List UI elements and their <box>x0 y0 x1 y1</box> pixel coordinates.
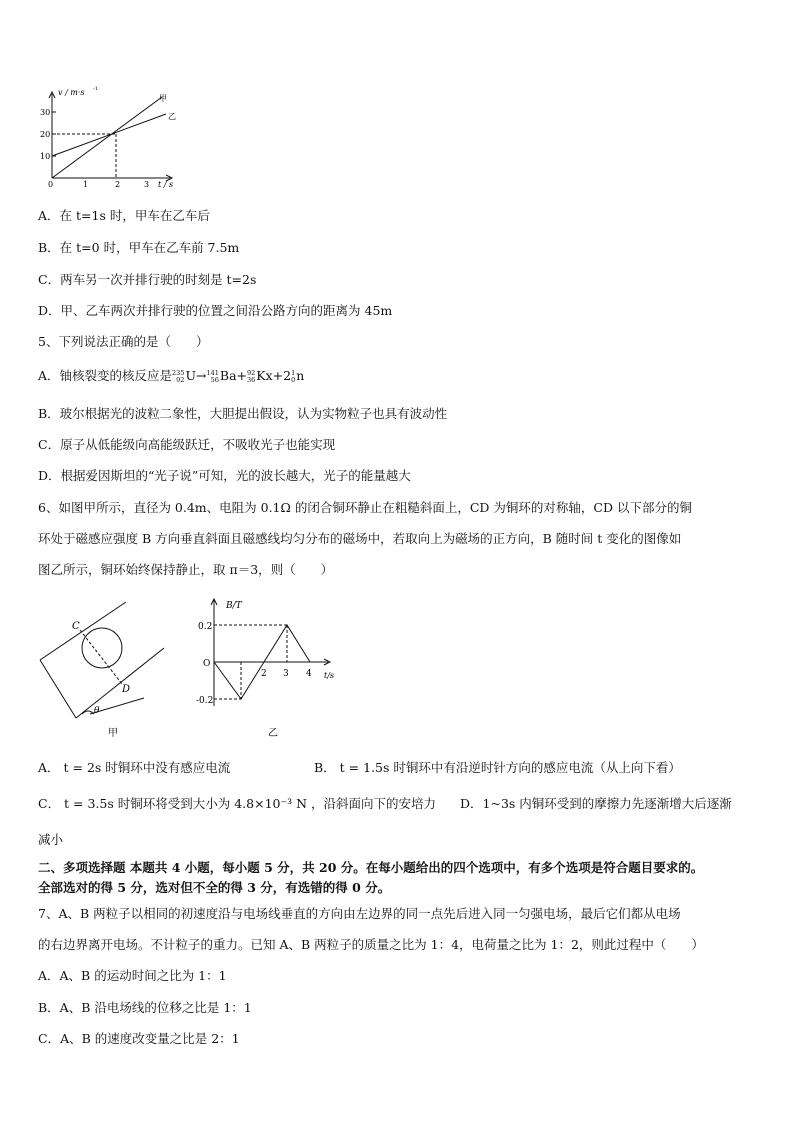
y-axis-exp: -1 <box>93 86 98 92</box>
origin-o: O <box>203 659 211 669</box>
y-tick-30: 30 <box>40 108 51 117</box>
q6-stem-line2: 环处于磁感应强度 B 方向垂直斜面且磁感线均匀分布的磁场中，若取向上为磁场的正方向，B 随时间 t 变化的图像如 <box>38 531 682 546</box>
q6-stem-line3: 图乙所示，铜环始终保持静止，取 π＝3，则（ ） <box>38 562 334 577</box>
cd-axis <box>80 630 122 684</box>
q7-option-b: B．A、B 沿电场线的位移之比是 1：1 <box>38 1000 252 1015</box>
q6-option-b: B． t = 1.5s 时铜环中有沿逆时针方向的感应电流（从上向下看） <box>314 760 681 775</box>
label-d: D <box>122 684 131 695</box>
q6-option-a: A． t = 2s 时铜环中没有感应电流 <box>38 760 231 775</box>
q6-stem-line1: 6、如图甲所示，直径为 0.4m、电阻为 0.1Ω 的闭合铜环静止在粗糙斜面上，CD 为铜环的对称轴，CD 以下部分的铜 <box>38 500 692 515</box>
caption-yi: 乙 <box>268 728 278 739</box>
q5-option-d: D．根据爱因斯坦的“光子说”可知，光的波长越大，光子的能量越大 <box>38 468 411 483</box>
q6-figure-yi <box>196 596 346 746</box>
q6-option-c: C． t = 3.5s 时铜环将受到大小为 4.8×10⁻³ N ，沿斜面向下的安培力 <box>38 796 436 811</box>
x-tick-3: 3 <box>144 180 150 189</box>
series-yi-label: 乙 <box>168 112 176 121</box>
series-jia-label: 甲 <box>159 94 167 103</box>
x-tick-1: 1 <box>83 180 89 189</box>
x-tick-3: 3 <box>283 669 289 679</box>
y-label-b: B/T <box>226 601 242 611</box>
section2-header-line1: 二、多项选择题 本题共 4 小题，每小题 5 分，共 20 分。在每小题给出的四个选项中，有多个选项是符合题目要求的。 <box>38 860 704 875</box>
x-label-t: t/s <box>324 671 335 680</box>
q4-vt-graph <box>38 84 188 192</box>
q7-option-c: C．A、B 的速度改变量之比是 2：1 <box>38 1031 240 1046</box>
x-tick-2: 2 <box>115 180 121 189</box>
q5-option-c: C．原子从低能级向高能级跃迁，不吸收光子也能实现 <box>38 437 336 452</box>
q5-a-prefix: A．铀核裂变的核反应是 <box>38 368 173 383</box>
q7-stem-line1: 7、A、B 两粒子以相同的初速度沿与电场线垂直的方向由左边界的同一点先后进入同一匀强电场，最后它们都从电场 <box>38 906 681 921</box>
caption-jia: 甲 <box>108 728 118 739</box>
ba-isotope: 141 56 <box>206 368 219 384</box>
y-tick-10: 10 <box>40 152 51 161</box>
label-theta: θ <box>94 706 100 716</box>
q6-option-d: D．1~3s 内铜环受到的摩擦力先逐渐增大后逐渐 <box>460 796 732 811</box>
y-tick-pos: 0.2 <box>198 622 213 632</box>
q6-option-d-cont: 减小 <box>38 832 64 847</box>
y-tick-neg: -0.2 <box>196 696 214 706</box>
y-tick-20: 20 <box>40 130 51 139</box>
y-axis-label: v / m·s <box>58 88 85 97</box>
x-tick-2: 2 <box>261 669 267 679</box>
q4-option-d: D．甲、乙车两次并排行驶的位置之间沿公路方向的距离为 45m <box>38 303 393 318</box>
q4-option-b: B．在 t=0 时，甲车在乙车前 7.5m <box>38 240 240 255</box>
u-isotope: 235 92 <box>172 368 185 384</box>
kr-isotope: 92 36 <box>247 368 256 384</box>
q5-stem: 5、下列说法正确的是（ ） <box>38 334 209 349</box>
label-c: C <box>72 621 80 632</box>
section2-header-line2: 全部选对的得 5 分，选对但不全的得 3 分，有选错的得 0 分。 <box>38 880 391 895</box>
n-symbol: n <box>296 368 305 383</box>
q4-option-c: C．两车另一次并排行驶的时刻是 t=2s <box>38 272 257 287</box>
u-symbol: U→ <box>185 368 207 383</box>
q5-option-a <box>38 368 304 384</box>
x-axis-label: t / s <box>158 180 174 189</box>
series-yi-line <box>52 114 166 156</box>
q7-stem-line2: 的右边界离开电场。不计粒子的重力。已知 A、B 两粒子的质量之比为 1：4，电荷量之比为 1：2，则此过程中（ ） <box>38 937 704 952</box>
q5-option-b: B．玻尔根据光的波粒二象性，大胆提出假设，认为实物粒子也具有波动性 <box>38 406 448 421</box>
kr-symbol: Kx+2 <box>256 368 292 383</box>
q6-figure-jia <box>36 596 176 746</box>
ba-symbol: Ba+ <box>219 368 248 383</box>
n-isotope: 1 0 <box>291 368 296 384</box>
q4-option-a: A．在 t=1s 时，甲车在乙车后 <box>38 208 210 223</box>
x-tick-4: 4 <box>306 669 312 679</box>
x-tick-0: 0 <box>48 180 54 189</box>
series-jia-line <box>52 97 162 178</box>
q7-option-a: A．A、B 的运动时间之比为 1：1 <box>38 968 227 983</box>
